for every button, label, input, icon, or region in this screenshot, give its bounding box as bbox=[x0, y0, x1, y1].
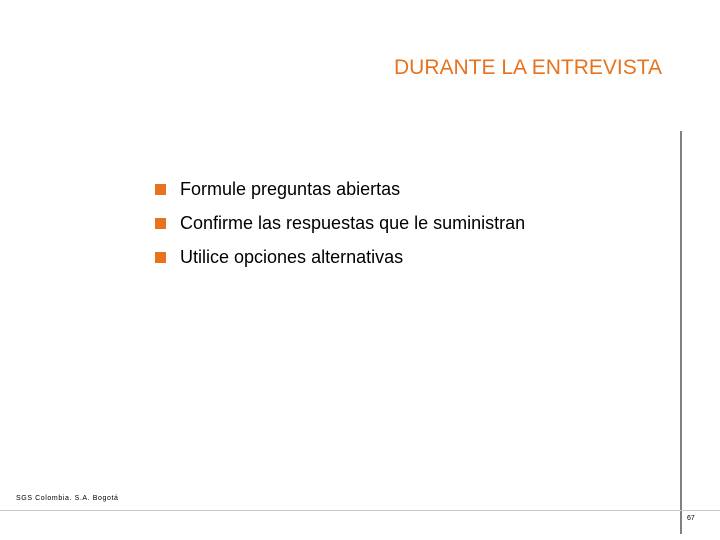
square-bullet-icon bbox=[155, 184, 166, 195]
bullet-list bbox=[155, 172, 525, 274]
square-bullet-icon bbox=[155, 218, 166, 229]
bullet-item bbox=[155, 172, 525, 206]
bullet-text: Utilice opciones alternativas bbox=[180, 246, 404, 267]
bullet-text: Formule preguntas abiertas bbox=[180, 178, 401, 199]
vertical-divider bbox=[680, 131, 682, 534]
bullet-text: Confirme las respuestas que le suministran bbox=[180, 212, 526, 233]
square-bullet-icon bbox=[155, 252, 166, 263]
page-number: 67 bbox=[687, 515, 695, 522]
bullet-item bbox=[155, 240, 525, 274]
footer-company: SGS Colombia. S.A. Bogotá bbox=[16, 495, 119, 502]
slide-title: DURANTE LA ENTREVISTA bbox=[394, 56, 662, 79]
footer-divider bbox=[0, 510, 720, 511]
bullet-item bbox=[155, 206, 525, 240]
